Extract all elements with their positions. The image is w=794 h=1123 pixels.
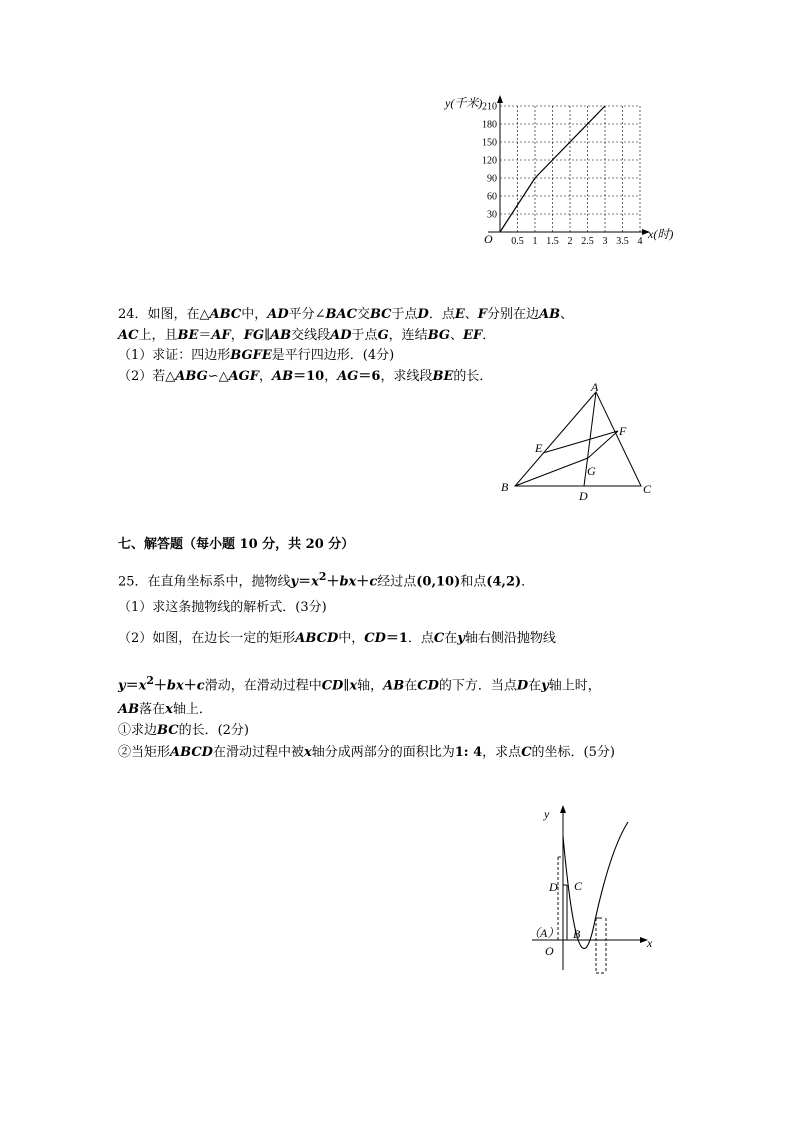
y-tick-label: 120 [482, 155, 497, 167]
math: 1: 4 [454, 745, 483, 760]
math: x [165, 702, 173, 717]
math: AB [270, 328, 292, 343]
math: ＋ [356, 574, 370, 590]
math: AC [118, 328, 139, 343]
math: 2 [146, 674, 154, 687]
math: y [457, 631, 465, 646]
segment-bg [515, 458, 588, 486]
math: ABG [175, 369, 208, 384]
math: D [516, 678, 529, 694]
x-tick-label: 3 [602, 236, 608, 247]
math: FG [243, 328, 265, 343]
math: ＋ [153, 678, 167, 694]
x-tick-label: 1.5 [546, 236, 559, 247]
text: 轴右侧沿抛物线 [464, 631, 556, 646]
point-label-b: B [501, 480, 509, 494]
text: 轴上． [172, 702, 212, 717]
text: 轴分成两部分的面积比为 [311, 745, 455, 760]
math: y [541, 678, 549, 694]
math: x [311, 574, 319, 590]
math: bx [339, 574, 357, 590]
text: 的长．(2分) [178, 723, 250, 738]
math: AD [330, 328, 352, 343]
text: 的坐标．(5分) [531, 745, 615, 760]
text: ，求线段 [380, 369, 433, 384]
point-label-d: D [549, 880, 558, 894]
q25-line-1 [118, 567, 534, 592]
segment-ef [543, 431, 618, 453]
point-label-c: C [574, 879, 583, 893]
math: EF [463, 328, 483, 343]
text: 在滑动过程中被 [212, 745, 304, 760]
triangle-abc [515, 392, 641, 486]
y-axis-arrow [560, 805, 566, 813]
math: ＝1 [385, 631, 408, 646]
q25-part-1 [118, 598, 327, 618]
text: （2）如图，在边长一定的矩形 [118, 631, 296, 646]
math: BG [427, 328, 451, 343]
text: 和点 [460, 574, 487, 590]
y-tick-label: 90 [487, 173, 497, 185]
math: ＝ [125, 678, 139, 694]
math: G [377, 328, 389, 343]
math: ＝ [298, 574, 312, 590]
text: 上，且 [138, 328, 178, 343]
math: AB [118, 702, 140, 717]
text: ，连结 [388, 328, 428, 343]
q25-part-2 [118, 629, 556, 649]
q24-line-2 [118, 326, 495, 346]
math: c [369, 574, 378, 590]
parabola-figure [520, 800, 670, 980]
math: CD [321, 678, 344, 694]
math: (0,10) [416, 574, 461, 590]
q25-line-5 [118, 700, 212, 720]
section-heading [118, 535, 354, 555]
math: ＋ [183, 678, 197, 694]
grid [500, 106, 640, 232]
text: ∥ [343, 678, 350, 694]
q24-part-1 [118, 346, 394, 366]
math: ＋ [326, 574, 340, 590]
math: BC [369, 307, 392, 322]
math: y [118, 678, 126, 694]
math: x [349, 678, 358, 694]
text: 经过点 [377, 574, 417, 590]
x-tick-label: 0.5 [511, 236, 524, 247]
text: 平分∠ [288, 307, 326, 322]
x-tick-label: 2 [567, 236, 573, 247]
y-axis-label: y(千米) [445, 96, 483, 110]
math: (4,2) [486, 574, 522, 590]
text: 中， [241, 307, 268, 322]
math: ＝6 [358, 369, 381, 384]
text: 、 [560, 307, 574, 322]
q24-line-1 [118, 305, 573, 325]
q25-line-4 [118, 671, 601, 696]
y-axis-arrow [497, 95, 503, 103]
text: 滑动，在滑动过程中 [204, 678, 322, 694]
x-axis-label: x(时) [648, 227, 674, 241]
text: 在 [444, 631, 458, 646]
text: 24．如图，在△ [118, 307, 210, 322]
text: 、 [464, 307, 478, 322]
text: 、 [450, 328, 464, 343]
math: AB [272, 369, 294, 384]
text: ．点 [428, 307, 455, 322]
math: AF [211, 328, 231, 343]
y-tick-label: 180 [482, 119, 497, 131]
text: 分别在边 [487, 307, 540, 322]
text: 中， [338, 631, 365, 646]
math: ＝10 [293, 369, 325, 384]
math: x [303, 745, 312, 760]
math: c [196, 678, 205, 694]
text: ，求点 [482, 745, 522, 760]
point-label-e: E [535, 441, 543, 455]
origin-label: O [545, 944, 554, 958]
text: ． [482, 328, 496, 343]
data-line [500, 106, 605, 232]
text: 的长． [453, 369, 493, 384]
text: 在 [528, 678, 542, 694]
point-label-f: F [619, 424, 627, 438]
y-tick-label: 30 [487, 209, 497, 221]
math: y [290, 574, 299, 590]
text: （2）若△ [118, 369, 176, 384]
x-tick-label: 1 [532, 236, 538, 247]
math: AB [383, 678, 405, 694]
math: BGFE [230, 348, 272, 363]
text: 是平行四边形．(4分) [271, 348, 395, 363]
text: ①求边 [118, 723, 158, 738]
math: AD [267, 307, 289, 322]
y-tick-label: 210 [482, 101, 497, 113]
text: 25．在直角坐标系中，抛物线 [118, 574, 291, 590]
point-label-a: （A） [528, 926, 560, 940]
text: ， [230, 328, 244, 343]
text: 轴， [357, 678, 384, 694]
text: ， [324, 369, 338, 384]
point-label-c: C [643, 482, 652, 496]
q25-sub-2 [118, 743, 615, 763]
math: x [138, 678, 147, 694]
math: C [433, 631, 445, 646]
q24-part-2 [118, 367, 492, 387]
math: F [477, 307, 488, 322]
math: AG [337, 369, 359, 384]
text: 在 [404, 678, 418, 694]
text: 交线段 [291, 328, 331, 343]
section-note: （每小题 10 分，共 20 分） [183, 537, 355, 552]
y-tick-label: 60 [487, 191, 497, 203]
text: ， [259, 369, 273, 384]
math: D [417, 307, 429, 322]
section-title: 七、解答题 [118, 537, 184, 552]
point-label-g: G [587, 464, 596, 478]
text: ②当矩形 [118, 745, 171, 760]
text: ∽△ [207, 369, 229, 384]
text: （1）求这条抛物线的解析式．(3分) [118, 600, 327, 615]
math: CD [364, 631, 386, 646]
text: 于点 [391, 307, 418, 322]
math: BE [177, 328, 199, 343]
math: 2 [318, 570, 327, 583]
q25-sub-1 [118, 721, 249, 741]
distance-time-graph [430, 90, 720, 250]
math: AB [539, 307, 561, 322]
point-label-d: D [579, 489, 588, 503]
text: 落在 [139, 702, 166, 717]
math: ABCD [170, 745, 213, 760]
text: ．点 [407, 631, 434, 646]
y-tick-label: 150 [482, 137, 497, 149]
math: BAC [325, 307, 357, 322]
math: E [454, 307, 465, 322]
y-label: y [544, 807, 550, 821]
math: AGF [228, 369, 260, 384]
text: 的下方．当点 [438, 678, 517, 694]
math: ABC [209, 307, 242, 322]
text: 交 [356, 307, 370, 322]
math: BE [432, 369, 454, 384]
x-tick-label: 3.5 [616, 236, 629, 247]
x-tick-label: 4 [637, 236, 643, 247]
math: CD [417, 678, 439, 694]
x-label: x [647, 936, 653, 950]
math: bx [166, 678, 184, 694]
text: ． [521, 574, 535, 590]
text: 轴上时， [548, 678, 601, 694]
text: ∥ [264, 328, 271, 343]
x-tick-label: 2.5 [581, 236, 594, 247]
math: ABCD [295, 631, 339, 646]
text: （1）求证：四边形 [118, 348, 231, 363]
point-label-a: A [591, 380, 599, 394]
math: C [521, 745, 532, 760]
math: BC [157, 723, 179, 738]
text: 于点 [351, 328, 378, 343]
point-label-b: B [573, 927, 581, 941]
triangle-figure [495, 378, 665, 506]
text: ＝ [198, 328, 212, 343]
origin-label: O [484, 232, 493, 246]
